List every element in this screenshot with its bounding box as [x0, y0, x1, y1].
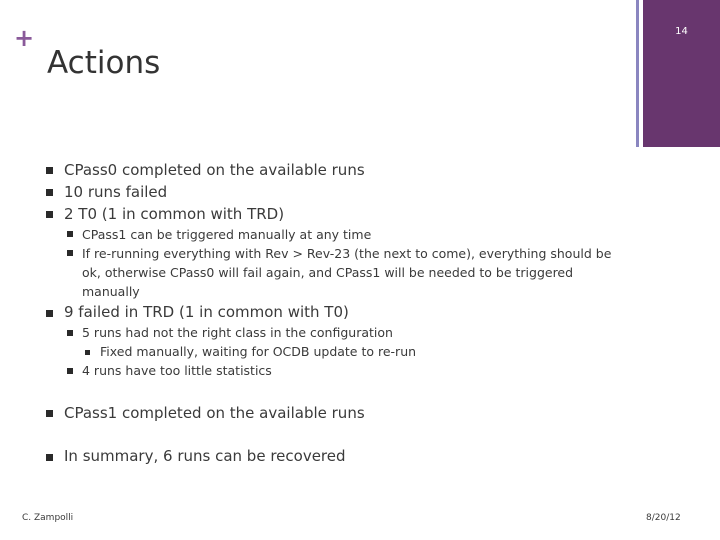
bullet-marker: [46, 454, 53, 461]
bullet-cpass0: CPass0 completed on the available runs: [64, 161, 365, 179]
bullet-trd: 9 failed in TRD (1 in common with T0): [64, 303, 349, 321]
bullet-marker: [46, 410, 53, 417]
page-number: 14: [675, 26, 688, 37]
bullet-marker: [46, 310, 53, 317]
sub-bullet-wrong-class: 5 runs had not the right class in the configuration: [82, 325, 393, 340]
bullet-cpass1-completed: CPass1 completed on the available runs: [64, 404, 365, 422]
bullet-failed: 10 runs failed: [64, 183, 168, 201]
sub-bullet-marker: [67, 250, 73, 256]
sub-bullet-rerun: If re-running everything with Rev > Rev-23 (the next to come), everything should be ok, otherwise CPass0 will fail again, and CPass1 will be needed to be triggered manually: [82, 246, 612, 299]
sub-bullet-low-stats: 4 runs have too little statistics: [82, 363, 272, 378]
sub-bullet-cpass1-manual: CPass1 can be triggered manually at any time: [82, 227, 372, 242]
sub-bullet-marker: [67, 231, 73, 237]
bullet-marker: [46, 167, 53, 174]
bullet-t0: 2 T0 (1 in common with TRD): [64, 205, 285, 223]
bullet-summary: In summary, 6 runs can be recovered: [64, 447, 346, 465]
sub-bullet-marker: [67, 330, 73, 336]
slide-title: Actions: [47, 45, 161, 81]
accent-bar-thin: [636, 0, 639, 147]
sub-sub-bullet-marker: [85, 350, 90, 355]
footer-date: 8/20/12: [646, 513, 681, 523]
footer-author: C. Zampolli: [22, 513, 74, 523]
bullet-marker: [46, 189, 53, 196]
sub-sub-bullet-fixed: Fixed manually, waiting for OCDB update to re-run: [100, 344, 417, 359]
accent-bar-thick: [643, 0, 720, 147]
sub-bullet-marker: [67, 368, 73, 374]
plus-icon: +: [14, 24, 35, 52]
bullet-marker: [46, 211, 53, 218]
